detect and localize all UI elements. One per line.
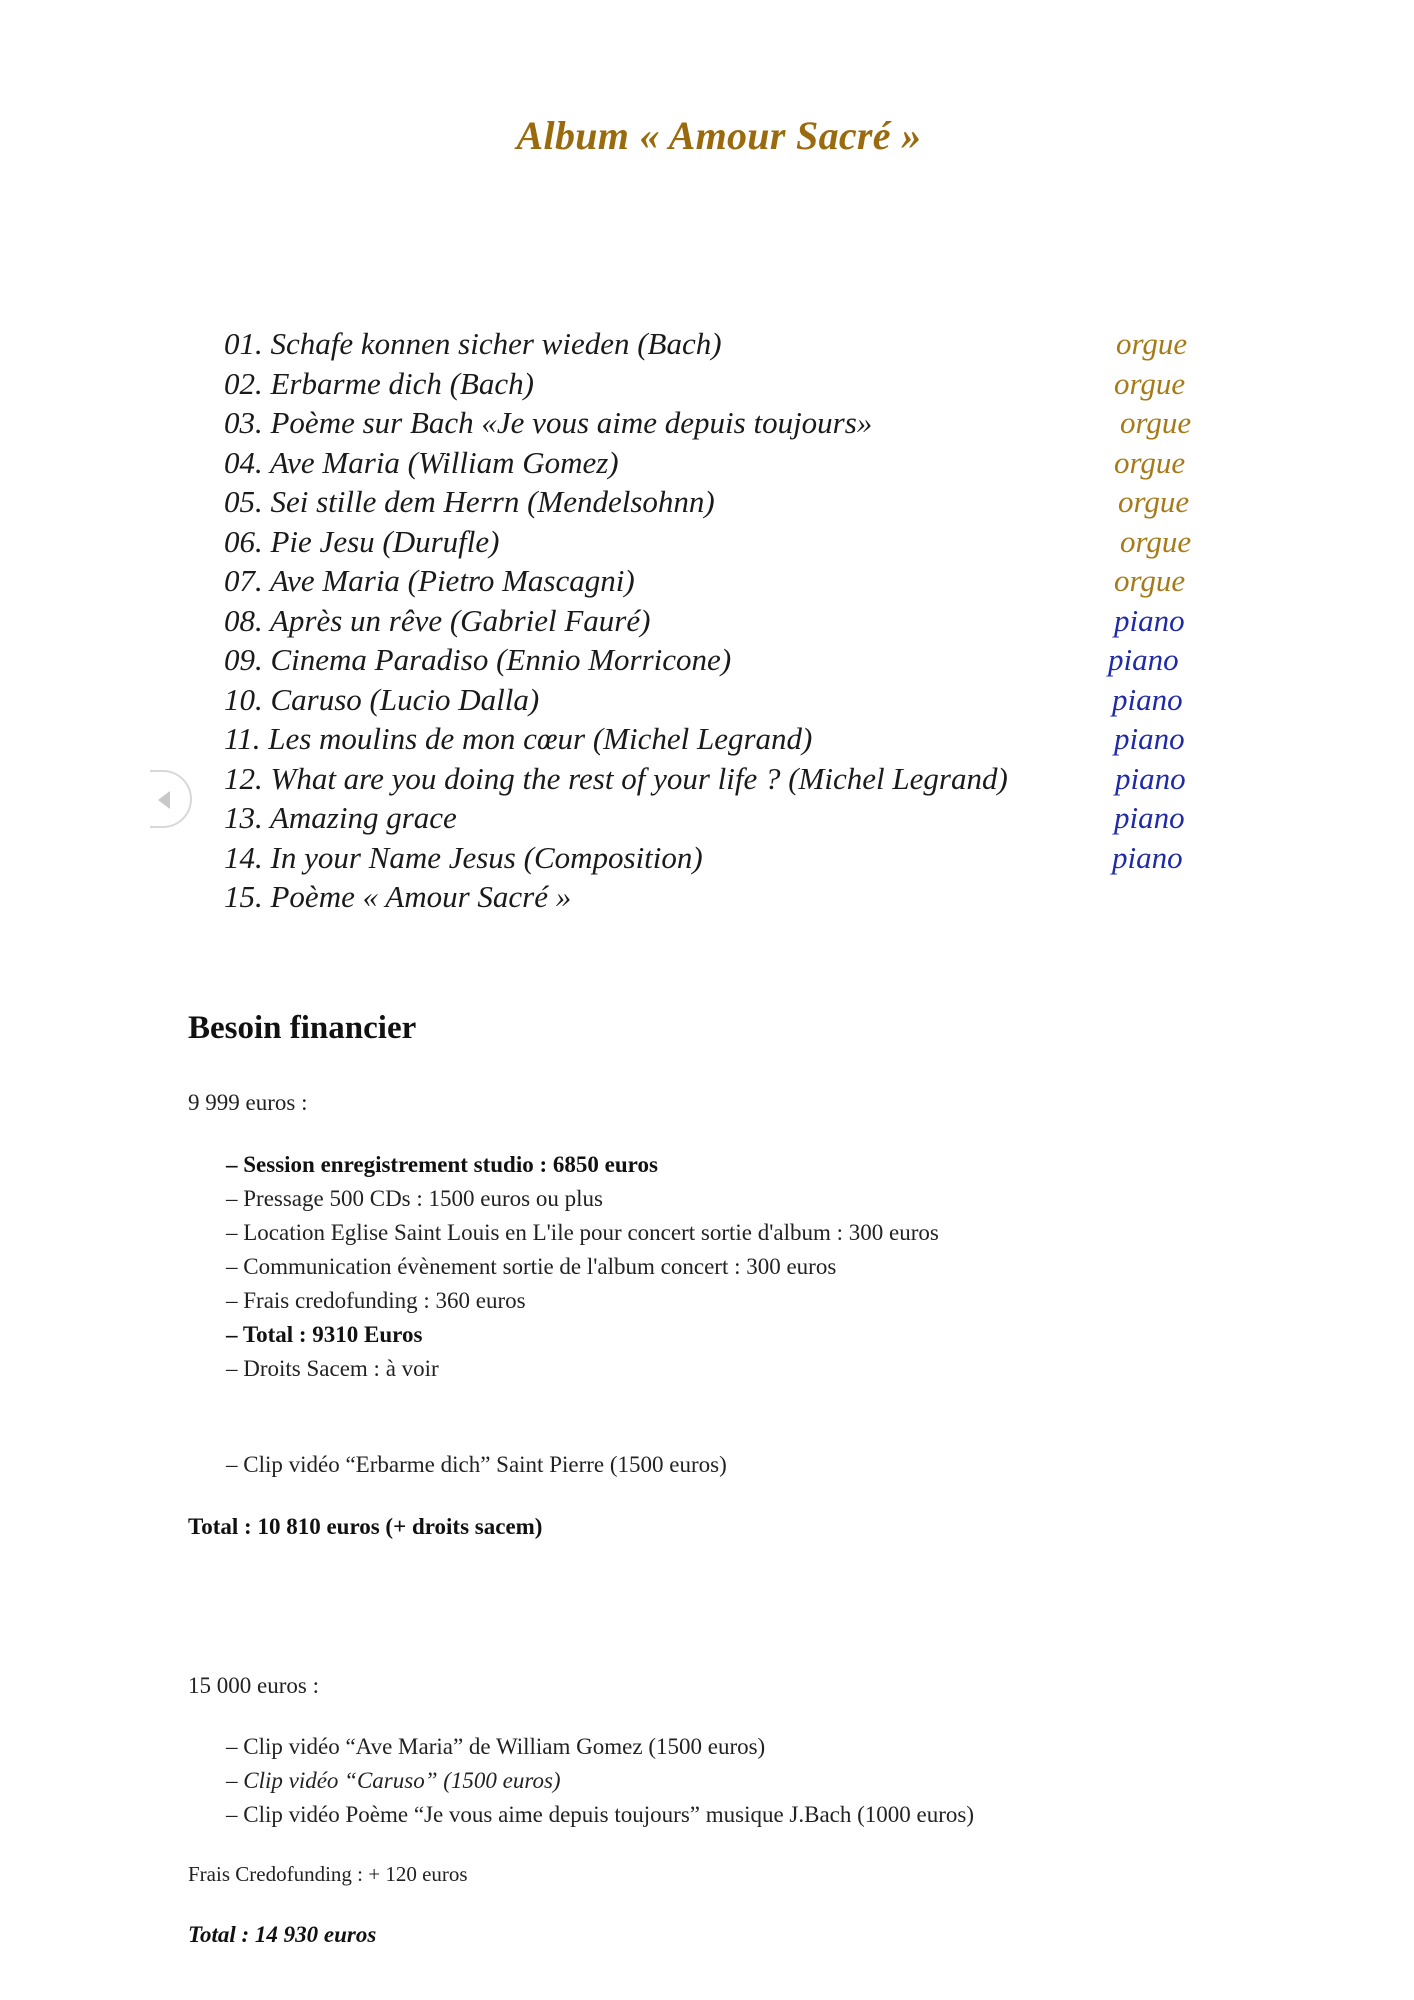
- track-name: 15. Poème « Amour Sacré »: [224, 879, 572, 914]
- track-instrument: piano: [1114, 602, 1185, 638]
- track-instrument: orgue: [1114, 365, 1186, 401]
- list-item: – Clip vidéo “Ave Maria” de William Gomez (1500 euros): [226, 1734, 766, 1759]
- track-name: 05. Sei stille dem Herrn (Mendelsohnn): [224, 484, 715, 519]
- track-item: [224, 364, 1204, 404]
- track-name: 03. Poème sur Bach «Je vous aime depuis toujours»: [224, 405, 873, 440]
- track-name: 06. Pie Jesu (Durufle): [224, 523, 500, 559]
- tier2-list: [226, 1730, 974, 1832]
- list-item: – Droits Sacem : à voir: [226, 1356, 439, 1381]
- tier1-extra: [226, 1448, 727, 1482]
- track-instrument: piano: [1114, 800, 1185, 835]
- previous-page-button[interactable]: [150, 770, 192, 828]
- album-title: Album « Amour Sacré »: [516, 113, 922, 158]
- track-item: [224, 522, 1204, 562]
- tier2-total: Total : 14 930 euros: [188, 1922, 377, 1947]
- track-name: 08. Après un rêve (Gabriel Fauré): [224, 602, 651, 638]
- list-item: – Clip vidéo “Caruso” (1500 euros): [226, 1768, 561, 1793]
- track-name: 07. Ave Maria (Pietro Mascagni): [224, 563, 635, 598]
- track-item: [224, 403, 1204, 443]
- track-item: [224, 640, 1204, 680]
- track-instrument: piano: [1114, 721, 1185, 756]
- list-item: – Total : 9310 Euros: [226, 1322, 423, 1347]
- tier1-total: Total : 10 810 euros (+ droits sacem): [188, 1514, 543, 1539]
- tier2-fees: Frais Credofunding : + 120 euros: [188, 1862, 468, 1886]
- track-name: 13. Amazing grace: [224, 800, 457, 835]
- track-item: [224, 759, 1204, 799]
- track-instrument: orgue: [1118, 484, 1190, 519]
- track-instrument: orgue: [1116, 326, 1188, 361]
- track-item: [224, 324, 1204, 364]
- track-item: [224, 798, 1204, 838]
- tier2-amount: 15 000 euros :: [188, 1673, 319, 1698]
- list-item: – Session enregistrement studio : 6850 euros: [226, 1152, 658, 1177]
- track-item: [224, 877, 1204, 917]
- tier1-amount: 9 999 euros :: [188, 1090, 308, 1115]
- track-name: 14. In your Name Jesus (Composition): [224, 839, 703, 875]
- section-heading: Besoin financier: [188, 1010, 417, 1046]
- track-instrument: piano: [1115, 760, 1186, 796]
- track-instrument: piano: [1108, 642, 1179, 677]
- track-name: 01. Schafe konnen sicher wieden (Bach): [224, 326, 722, 361]
- list-item: – Communication évènement sortie de l'album concert : 300 euros: [226, 1254, 837, 1279]
- track-name: 10. Caruso (Lucio Dalla): [224, 681, 540, 717]
- track-item: [224, 443, 1204, 483]
- track-name: 04. Ave Maria (William Gomez): [224, 444, 619, 480]
- track-name: 11. Les moulins de mon cœur (Michel Legrand): [224, 721, 813, 756]
- track-item: [224, 838, 1204, 878]
- track-name: 09. Cinema Paradiso (Ennio Morricone): [224, 642, 732, 677]
- track-item: [224, 680, 1204, 720]
- list-item: – Pressage 500 CDs : 1500 euros ou plus: [226, 1186, 603, 1211]
- track-item: [224, 561, 1204, 601]
- track-item: [224, 601, 1204, 641]
- track-instrument: orgue: [1114, 444, 1186, 480]
- track-item: [224, 482, 1204, 522]
- track-instrument: piano: [1112, 839, 1183, 875]
- list-item: – Location Eglise Saint Louis en L'ile pour concert sortie d'album : 300 euros: [226, 1220, 939, 1245]
- track-name: 02. Erbarme dich (Bach): [224, 365, 534, 401]
- track-list: [224, 324, 1204, 917]
- track-instrument: orgue: [1114, 563, 1186, 598]
- tier1-list: [226, 1148, 939, 1386]
- track-instrument: orgue: [1120, 523, 1192, 559]
- chevron-left-icon: [158, 791, 170, 809]
- track-instrument: orgue: [1120, 405, 1192, 440]
- track-instrument: piano: [1112, 681, 1183, 717]
- list-item: – Clip vidéo “Erbarme dich” Saint Pierre (1500 euros): [226, 1452, 727, 1477]
- track-item: [224, 719, 1204, 759]
- list-item: – Frais credofunding : 360 euros: [226, 1288, 526, 1313]
- track-name: 12. What are you doing the rest of your life ? (Michel Legrand): [224, 760, 1008, 796]
- list-item: – Clip vidéo Poème “Je vous aime depuis toujours” musique J.Bach (1000 euros): [226, 1802, 975, 1827]
